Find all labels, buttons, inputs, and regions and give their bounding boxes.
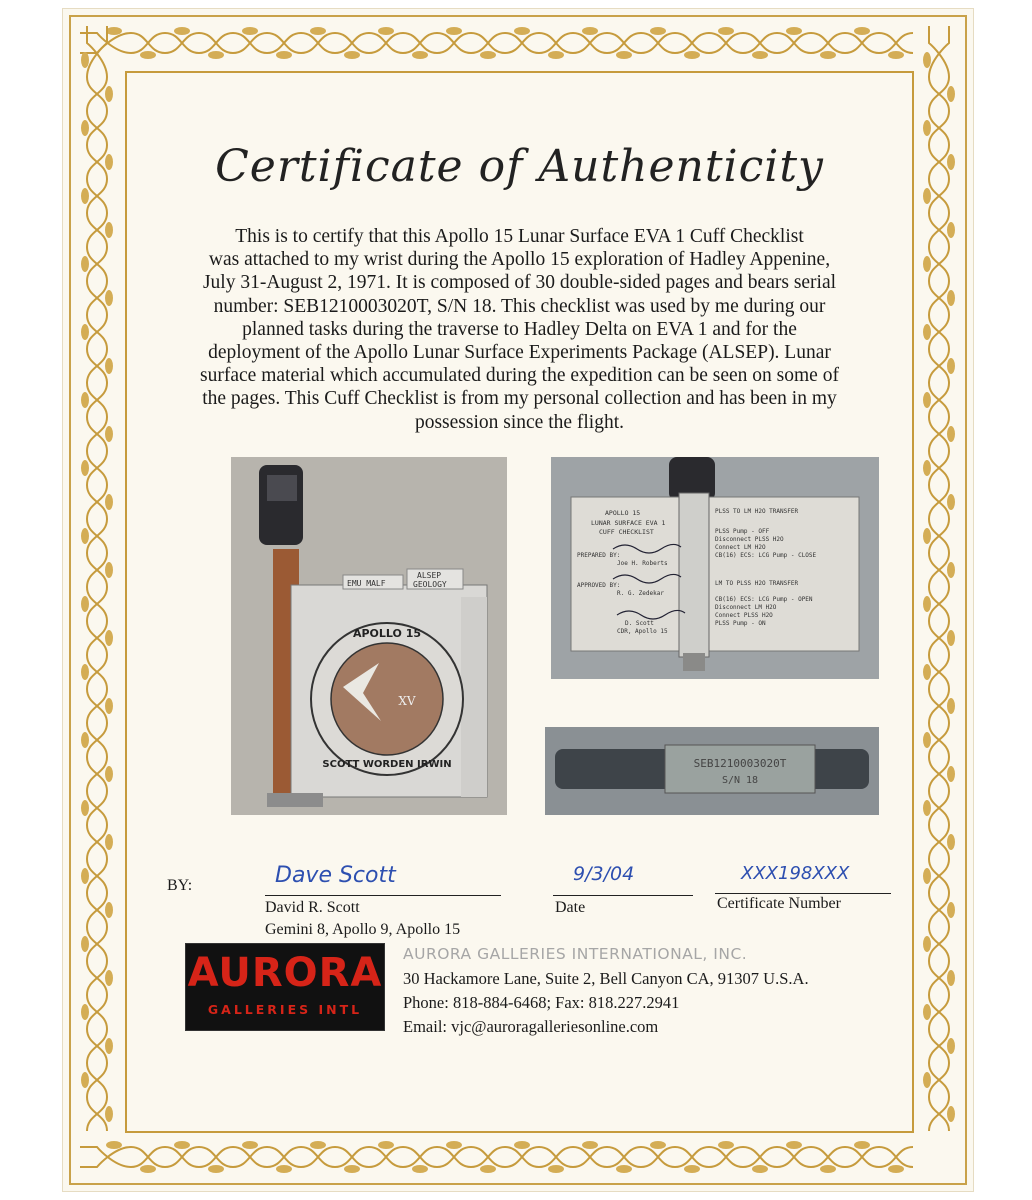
vine-leaf [923,324,931,340]
vine-leaf [81,324,89,340]
vine-leaf [947,766,955,782]
vine-leaf [650,1141,666,1149]
vine-leaf [446,27,462,35]
vine-leaf [105,630,113,646]
vine-leaf [105,290,113,306]
vine-leaf [378,27,394,35]
certificate-number-line [715,893,891,894]
patch-crew: SCOTT WORDEN IRWIN [322,759,452,770]
tab-emu-malf: EMU MALF [347,579,386,588]
vine-leaf [514,27,530,35]
vine-leaf [81,528,89,544]
approved-by-name: R. G. Zedekar [617,590,664,597]
prepared-by-name: Joe H. Roberts [617,560,668,567]
vine-leaf [923,936,931,952]
vine-leaf [548,1165,564,1173]
procedure-line: Disconnect PLSS H2O [715,536,784,543]
vine-leaf [81,732,89,748]
photo-strap [545,727,879,815]
prepared-by-label: PREPARED BY: [577,552,621,559]
statement-line: the pages. This Cuff Checklist is from my personal collection and has been in my [202,388,837,410]
vine-leaf [106,27,122,35]
procedure-line: LM TO PLSS H2O TRANSFER [715,580,799,587]
vine-leaf [81,256,89,272]
vine-leaf [81,1004,89,1020]
vine-leaf [276,1165,292,1173]
vine-leaf [684,1165,700,1173]
vine-leaf [947,86,955,102]
date-line [553,895,693,896]
certificate-statement [169,225,870,434]
vine-leaf [105,698,113,714]
procedure-line: Disconnect LM H2O [715,604,777,611]
vine-leaf [923,528,931,544]
vine-leaf [81,596,89,612]
logo-wordmark: AURORA [187,950,383,996]
vine-leaf [412,1165,428,1173]
vine-leaf [947,1106,955,1122]
vine-leaf [276,51,292,59]
procedure-line: Connect PLSS H2O [715,612,773,619]
patch-numeral: XV [398,694,416,708]
vine-leaf [81,392,89,408]
vine-leaf [923,664,931,680]
vine-leaf [412,51,428,59]
vine-leaf [923,1072,931,1088]
date-handwritten: 9/3/04 [573,863,635,885]
vine-leaf [854,1141,870,1149]
certificate-number-label: Certificate Number [717,895,841,912]
vine-leaf [242,1141,258,1149]
vine-leaf [81,868,89,884]
tab-alsep: ALSEP [417,571,442,580]
vine-leaf [378,1141,394,1149]
vine-leaf [650,27,666,35]
vine-leaf [923,596,931,612]
certificate-title: Certificate of Authenticity [215,141,824,192]
checklist-cover-illustration [231,457,507,815]
statement-line: planned tasks during the traverse to Hadley Delta on EVA 1 and for the [242,318,797,340]
company-phone: Phone: 818-884-6468; Fax: 818.227.2941 [403,993,680,1012]
strap-illustration [545,727,879,815]
statement-line: possession since the flight. [414,411,625,433]
procedure-line: PLSS TO LM H2O TRANSFER [715,508,799,515]
vine-leaf [81,664,89,680]
certificate-number-handwritten: XXX198XXX [741,863,850,884]
approved-by-label: APPROVED BY: [577,582,621,589]
vine-leaf [947,494,955,510]
photo-checklist-cover [231,457,507,815]
vine-leaf [947,1038,955,1054]
vine-leaf [140,1165,156,1173]
vine-leaf [105,358,113,374]
vine-leaf [718,1141,734,1149]
cover-line: LUNAR SURFACE EVA 1 [591,519,666,527]
vine-leaf [947,630,955,646]
logo-subtitle: GALLERIES INTL [207,1002,363,1017]
vine-leaf [947,154,955,170]
vine-leaf [616,51,632,59]
vine-leaf [923,732,931,748]
cdr-title: CDR, Apollo 15 [617,628,668,635]
vine-leaf [786,27,802,35]
statement-line: number: SEB1210003020T, S/N 18. This checklist was used by me during our [213,295,826,317]
vine-leaf [480,51,496,59]
vine-leaf [208,51,224,59]
vine-leaf [174,1141,190,1149]
signer-name: David R. Scott [265,899,360,916]
vine-leaf [947,698,955,714]
vine-leaf [923,1004,931,1020]
vine-leaf [947,222,955,238]
signer-missions: Gemini 8, Apollo 9, Apollo 15 [265,921,461,938]
certificate [62,8,974,1192]
vine-leaf [344,1165,360,1173]
vine-leaf [105,154,113,170]
vine-leaf [105,834,113,850]
vine-leaf [310,27,326,35]
statement-line: July 31-August 2, 1971. It is composed of 30 double-sided pages and bears serial [202,272,837,294]
vine-leaf [480,1165,496,1173]
vine-leaf [140,51,156,59]
statement-line: This is to certify that this Apollo 15 Lunar Surface EVA 1 Cuff Checklist [235,226,804,247]
vine-leaf [752,51,768,59]
vine-leaf [947,834,955,850]
vine-leaf [923,52,931,68]
vine-leaf [446,1141,462,1149]
procedure-line: CB(16) ECS: LCG Pump - CLOSE [715,552,817,559]
cdr-name: D. Scott [625,620,654,627]
vine-leaf [786,1141,802,1149]
vine-leaf [105,970,113,986]
vine-leaf [923,188,931,204]
vine-leaf [105,902,113,918]
patch-title: APOLLO 15 [352,627,422,640]
vine-leaf [105,222,113,238]
signature-line [265,895,501,896]
vine-leaf [106,1141,122,1149]
statement-line: surface material which accumulated during the expedition can be seen on some of [200,365,839,387]
vine-leaf [208,1165,224,1173]
vine-leaf [242,27,258,35]
procedure-line: CB(16) ECS: LCG Pump - OPEN [715,596,813,603]
vine-leaf [582,27,598,35]
vine-leaf [947,562,955,578]
vine-leaf [81,800,89,816]
vine-leaf [820,51,836,59]
vine-leaf [947,290,955,306]
vine-leaf [718,27,734,35]
strap-sn: S/N 18 [721,775,759,786]
vine-leaf [752,1165,768,1173]
signature: Dave Scott [275,863,396,888]
vine-leaf [344,51,360,59]
tab-geology: GEOLOGY [413,580,447,589]
vine-leaf [514,1141,530,1149]
vine-leaf [923,120,931,136]
statement-line: was attached to my wrist during the Apollo 15 exploration of Hadley Appenine, [208,249,831,271]
vine-leaf [81,120,89,136]
procedure-line: PLSS Pump - OFF [715,528,770,535]
company-name: AURORA GALLERIES INTERNATIONAL, INC. [403,945,748,963]
vine-leaf [105,766,113,782]
certificate-inner-panel [125,71,914,1133]
vine-leaf [820,1165,836,1173]
vine-leaf [616,1165,632,1173]
cover-line: APOLLO 15 [605,509,641,517]
vine-leaf [582,1141,598,1149]
vine-leaf [105,86,113,102]
vine-leaf [923,800,931,816]
vine-leaf [548,51,564,59]
company-email: Email: vjc@auroragalleriesonline.com [403,1017,659,1036]
procedure-line: PLSS Pump - ON [715,620,766,627]
company-address: 30 Hackamore Lane, Suite 2, Bell Canyon CA, 91307 U.S.A. [403,969,809,988]
vine-leaf [105,562,113,578]
vine-leaf [947,426,955,442]
vine-leaf [923,868,931,884]
aurora-logo [185,943,385,1031]
vine-leaf [923,256,931,272]
vine-leaf [947,358,955,374]
vine-leaf [923,460,931,476]
vine-leaf [81,460,89,476]
vine-leaf [81,936,89,952]
statement-line: deployment of the Apollo Lunar Surface Experiments Package (ALSEP). Lunar [208,342,831,364]
vine-leaf [81,188,89,204]
procedure-line: Connect LM H2O [715,544,766,551]
vine-leaf [105,1106,113,1122]
vine-leaf [947,970,955,986]
vine-leaf [174,27,190,35]
vine-leaf [684,51,700,59]
vine-leaf [888,51,904,59]
checklist-open-illustration [551,457,879,679]
vine-leaf [105,494,113,510]
vine-leaf [888,1165,904,1173]
date-label: Date [555,899,586,916]
vine-leaf [923,392,931,408]
vine-leaf [947,902,955,918]
vine-leaf [854,27,870,35]
vine-leaf [310,1141,326,1149]
cover-line: CUFF CHECKLIST [599,528,654,536]
photo-checklist-open [551,457,879,679]
by-label: BY: [167,877,193,894]
vine-leaf [81,1072,89,1088]
vine-leaf [81,52,89,68]
strap-serial: SEB1210003020T [693,757,787,770]
vine-leaf [105,1038,113,1054]
vine-leaf [105,426,113,442]
